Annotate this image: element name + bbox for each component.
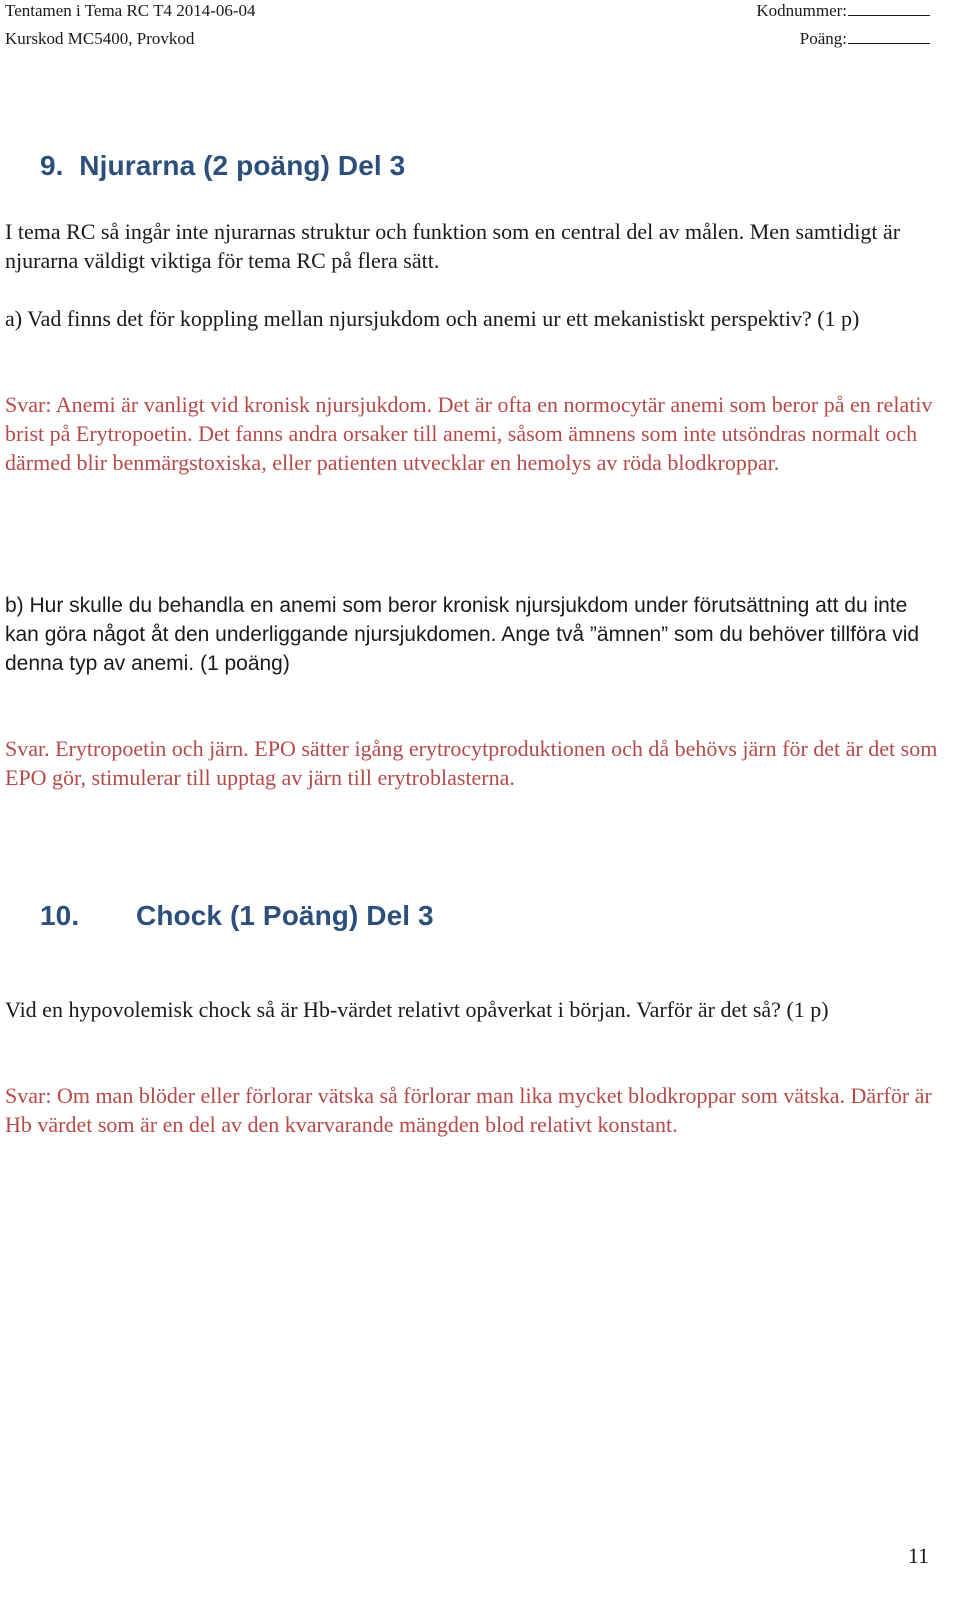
points-blank xyxy=(848,28,930,44)
q9-b-question: b) Hur skulle du behandla en anemi som beror kronisk njursjukdom under förutsättning att du inte kan göra något åt den underliggande njursjukdomen. Ange två ”ämnen” som du behöver tillföra vid denna typ av anemi. (1 poäng) xyxy=(5,594,920,675)
q9-heading: 9. Njurarna (2 poäng) Del 3 xyxy=(40,150,406,181)
code-number-label: Kodnummer: xyxy=(756,1,847,20)
q10-heading-text: Chock (1 Poäng) Del 3 xyxy=(136,900,434,931)
code-number-blank xyxy=(848,0,930,16)
q10-answer: Svar: Om man blöder eller förlorar vätska så förlorar man lika mycket blodkroppar som vätska. Därför är Hb värdet som är en del av den kvarvarande mängden blod relativt konstant. xyxy=(5,1083,932,1137)
page-number: 11 xyxy=(907,1543,929,1568)
q10-heading xyxy=(40,900,434,932)
q9-intro: I tema RC så ingår inte njurarnas struktur och funktion som en central del av målen. Men samtidigt är njurarna väldigt viktiga för tema RC på flera sätt. xyxy=(5,219,901,273)
q9-a-question: a) Vad finns det för koppling mellan njursjukdom och anemi ur ett mekanistiskt perspektiv? (1 p) xyxy=(5,306,860,331)
code-number-field xyxy=(756,0,930,22)
page-header xyxy=(5,0,930,56)
q10-heading-number: 10. xyxy=(40,900,80,931)
points-field xyxy=(800,28,930,50)
points-label: Poäng: xyxy=(799,29,847,48)
course-code: Kurskod MC5400, Provkod xyxy=(5,29,195,48)
header-row-2 xyxy=(5,28,930,56)
q10-question: Vid en hypovolemisk chock så är Hb-värdet relativt opåverkat i början. Varför är det så? (1 p) xyxy=(5,997,829,1022)
header-row-1 xyxy=(5,0,930,28)
exam-title: Tentamen i Tema RC T4 2014-06-04 xyxy=(5,1,256,20)
q9-b-answer: Svar. Erytropoetin och järn. EPO sätter igång erytrocytproduktionen och då behövs järn för det är det som EPO gör, stimulerar till upptag av järn till erytroblasterna. xyxy=(5,736,938,790)
q9-a-answer: Svar: Anemi är vanligt vid kronisk njursjukdom. Det är ofta en normocytär anemi som beror på en relativ brist på Erytropoetin. Det fanns andra orsaker till anemi, såsom ämnens som inte utsöndras normalt och därmed blir benmärgstoxiska, eller patienten utvecklar en hemolys av röda blodkroppar. xyxy=(5,392,933,475)
